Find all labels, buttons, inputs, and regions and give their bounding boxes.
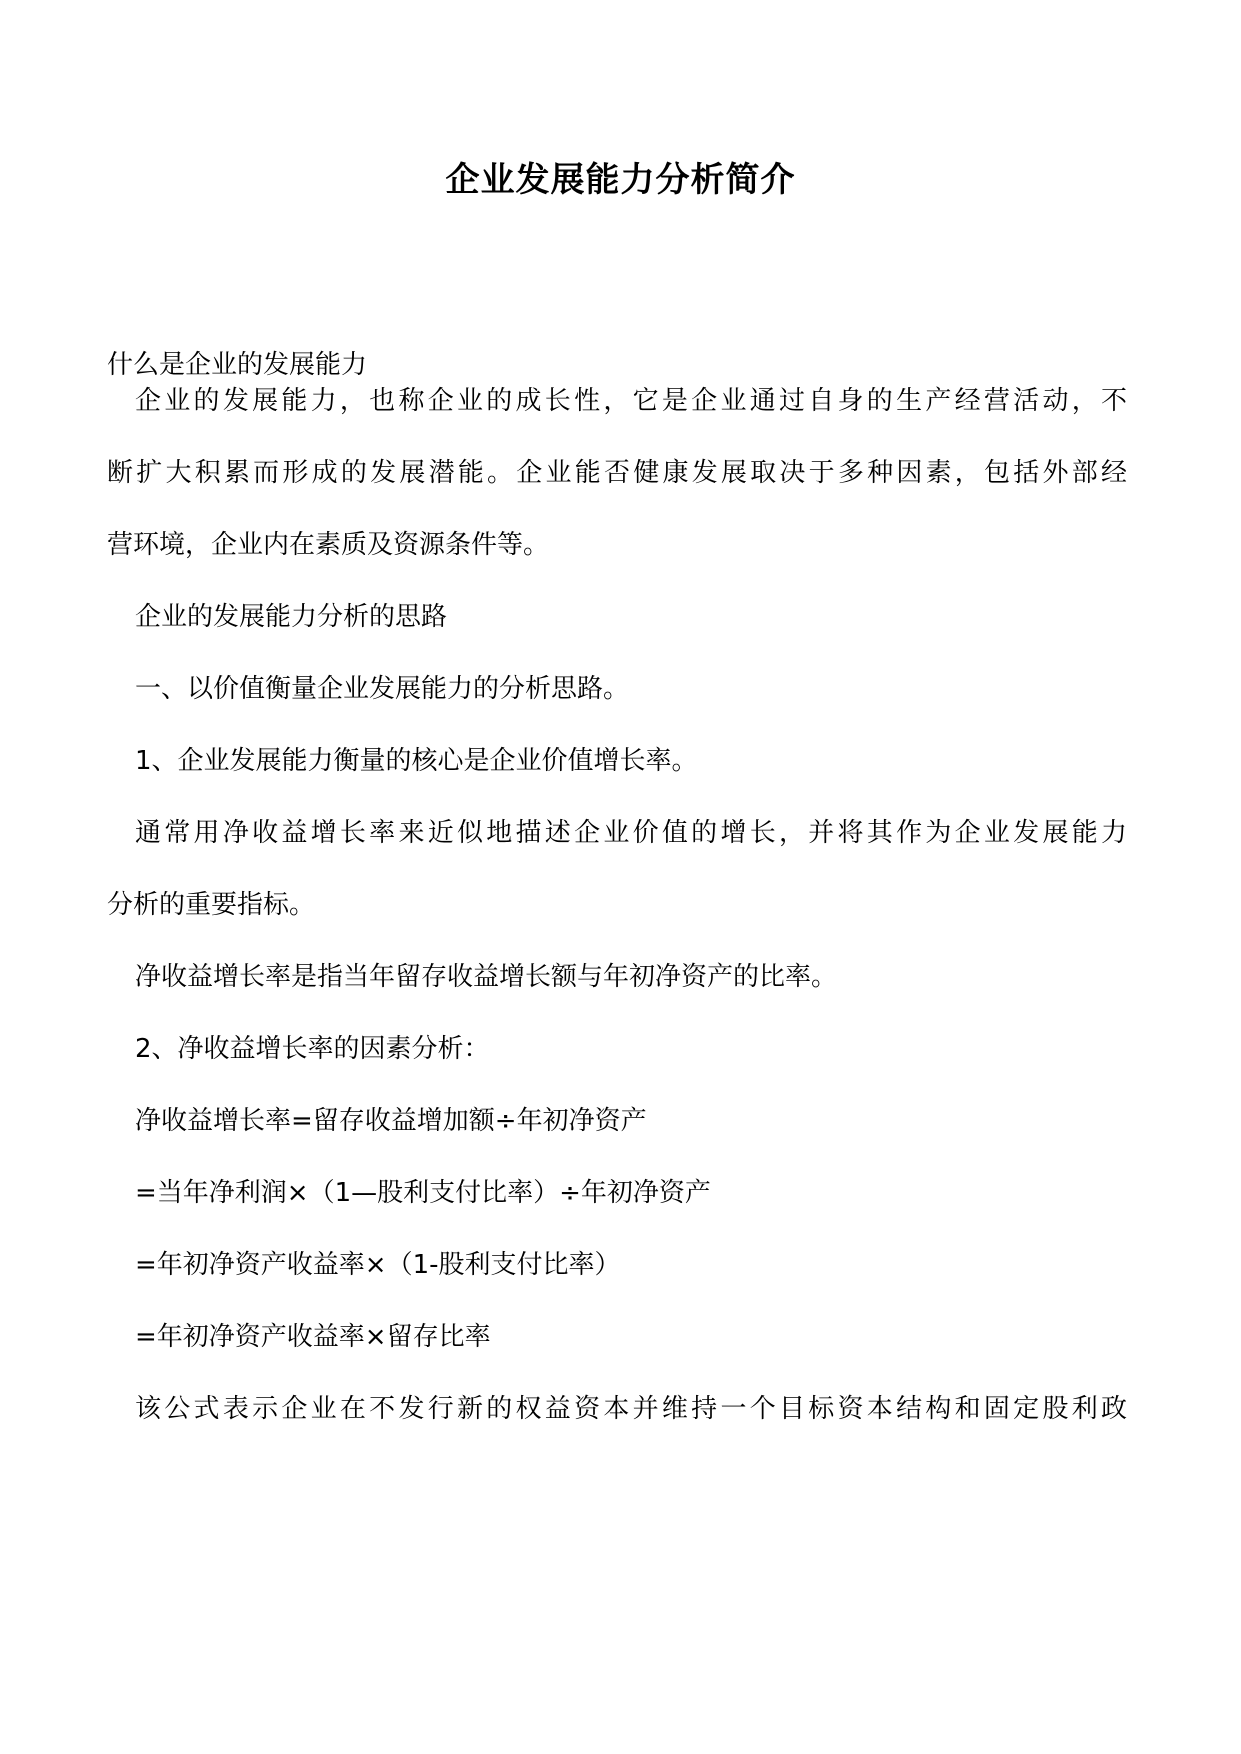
formula-line: =年初净资产收益率×留存比率 [135, 1322, 491, 1352]
subsection-heading: 一、以价值衡量企业发展能力的分析思路。 [135, 674, 630, 704]
paragraph-line: 该公式表示企业在不发行新的权益资本并维持一个目标资本结构和固定股利政 [135, 1394, 1127, 1424]
paragraph-line: 通常用净收益增长率来近似地描述企业价值的增长，并将其作为企业发展能力 [135, 818, 1127, 848]
paragraph-line: 分析的重要指标。 [107, 890, 316, 920]
formula-line: =年初净资产收益率×（1-股利支付比率） [135, 1250, 621, 1280]
paragraph-line: 企业的发展能力，也称企业的成长性，它是企业通过自身的生产经营活动，不 [135, 386, 1127, 416]
paragraph-line: 营环境，企业内在素质及资源条件等。 [107, 530, 550, 560]
formula-line: 净收益增长率=留存收益增加额÷年初净资产 [135, 1106, 647, 1136]
paragraph-line: 净收益增长率是指当年留存收益增长额与年初净资产的比率。 [135, 962, 838, 992]
paragraph-line: 断扩大积累而形成的发展潜能。企业能否健康发展取决于多种因素，包括外部经 [107, 458, 1127, 488]
list-item: 2、净收益增长率的因素分析： [135, 1034, 490, 1064]
section-heading: 什么是企业的发展能力 [107, 350, 368, 380]
subsection-heading: 企业的发展能力分析的思路 [135, 602, 448, 632]
formula-line: =当年净利润×（1—股利支付比率）÷年初净资产 [135, 1178, 711, 1208]
document-title: 企业发展能力分析简介 [445, 160, 796, 200]
list-item: 1、企业发展能力衡量的核心是企业价值增长率。 [135, 746, 698, 776]
